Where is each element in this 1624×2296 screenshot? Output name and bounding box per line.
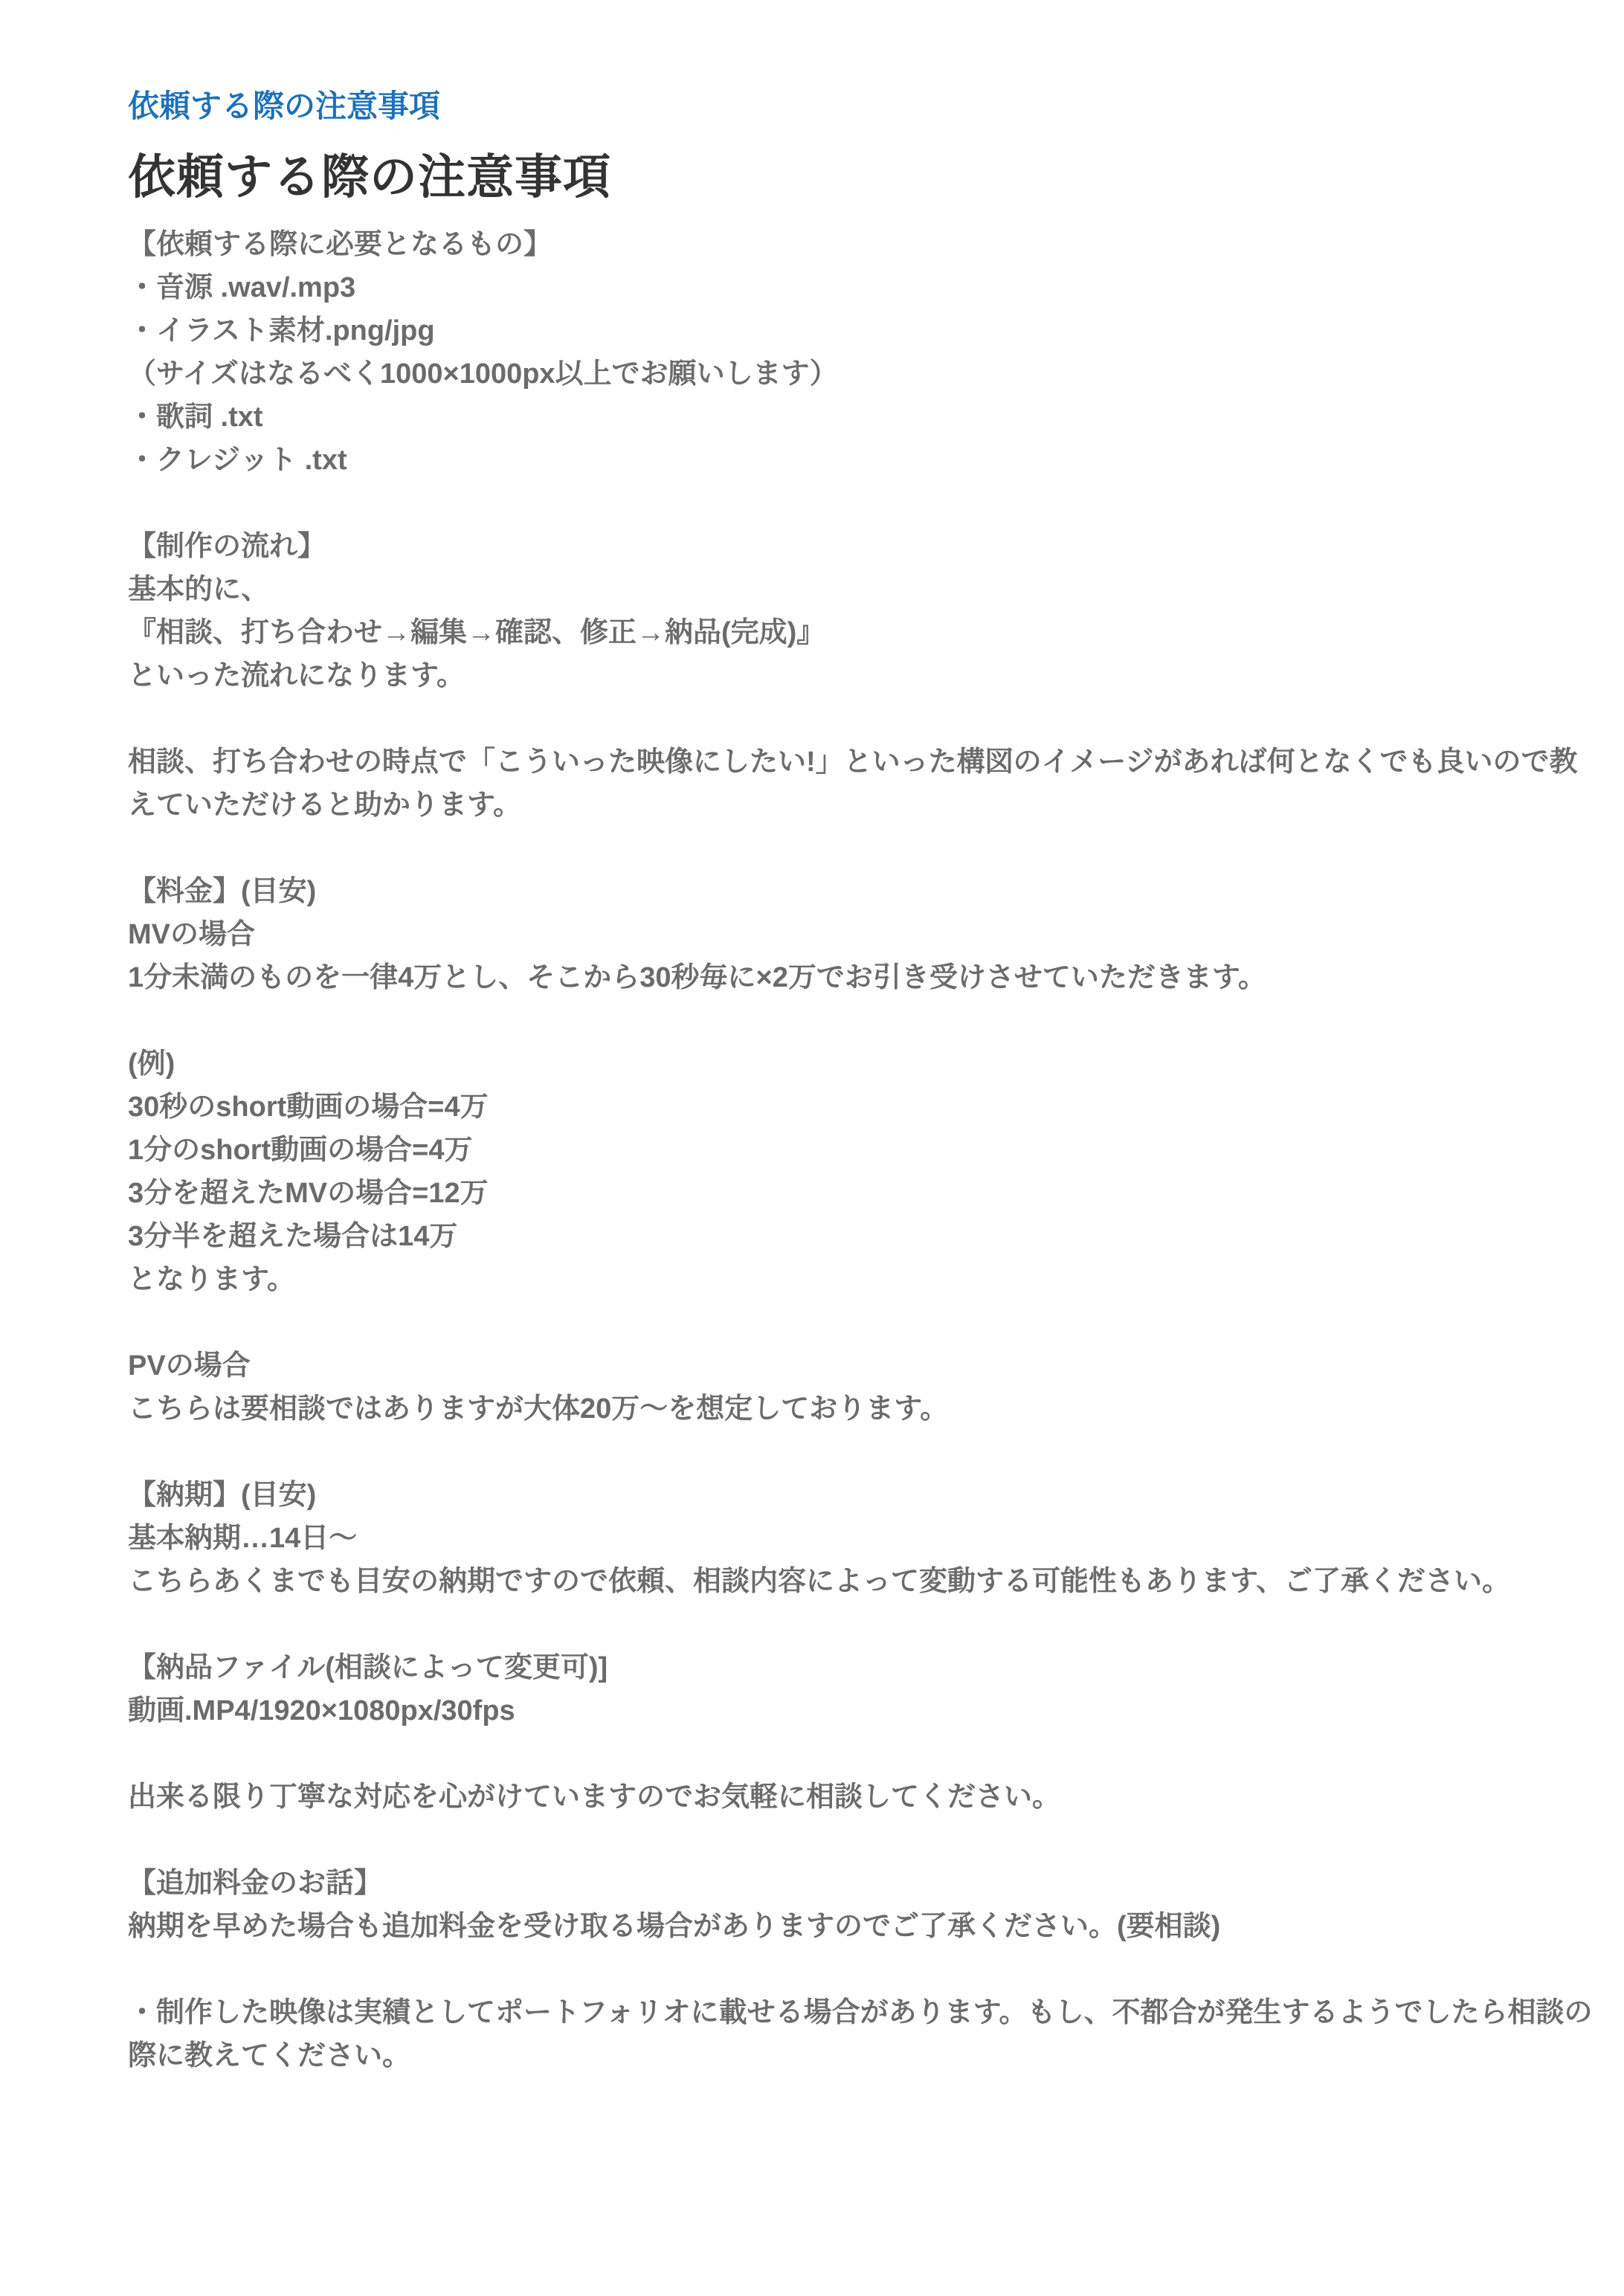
section-delivery-file	[128, 1646, 1602, 1732]
page-title-link[interactable]: 依頼する際の注意事項	[128, 88, 441, 123]
body-line: 出来る限り丁寧な対応を心がけていますのでお気軽に相談してください。	[128, 1781, 1061, 1813]
body-line: 30秒のshort動画の場合=4万	[128, 1091, 489, 1123]
body-line: 基本的に、	[128, 574, 270, 605]
body-line: 1分のshort動画の場合=4万	[128, 1135, 473, 1166]
body-line: 『相談、打ち合わせ→編集→確認、修正→納品(完成)』	[128, 617, 825, 648]
list-item: ・イラスト素材.png/jpg	[128, 315, 435, 346]
body-line: こちらは要相談ではありますが大体20万～を想定しております。	[128, 1393, 949, 1425]
body-line: 基本納期…14日～	[128, 1523, 358, 1554]
paragraph-consult-note	[128, 741, 1602, 827]
section-heading-deadline: 【納期】(目安)	[128, 1480, 317, 1511]
paragraph-support-note	[128, 1776, 1602, 1819]
section-deadline	[128, 1474, 1602, 1603]
section-heading-delivery: 【納品ファイル(相談によって変更可)]	[128, 1652, 608, 1683]
section-heading-extra-fee: 【追加料金のお話】	[128, 1868, 383, 1899]
body-line: 3分を超えたMVの場合=12万	[128, 1178, 489, 1209]
section-heading-price: 【料金】(目安)	[128, 876, 317, 907]
paragraph-portfolio-note	[128, 1991, 1602, 2077]
body-line: 納期を早めた場合も追加料金を受け取る場合がありますのでご了承ください。(要相談)	[128, 1911, 1221, 1942]
body-line: 動画.MP4/1920×1080px/30fps	[128, 1695, 515, 1726]
section-extra-fee	[128, 1862, 1602, 1948]
section-price-examples	[128, 1042, 1602, 1301]
section-heading-pv: PVの場合	[128, 1350, 251, 1381]
section-production-flow	[128, 525, 1602, 697]
body-line: ・制作した映像は実績としてポートフォリオに載せる場合があります。もし、不都合が発生するようでしたら相談の際に教えてください。	[128, 1997, 1593, 2071]
section-heading-flow: 【制作の流れ】	[128, 531, 326, 562]
body-line: MVの場合	[128, 919, 256, 950]
section-heading-examples: (例)	[128, 1048, 175, 1080]
section-required-items	[128, 223, 1602, 482]
body-line: こちらあくまでも目安の納期ですので依頼、相談内容によって変動する可能性もあります、ご了承ください。	[128, 1566, 1510, 1597]
list-item: ・歌詞 .txt	[128, 402, 263, 433]
section-price	[128, 870, 1602, 999]
list-item: ・クレジット .txt	[128, 445, 347, 476]
body-line: となります。	[128, 1264, 295, 1295]
list-item: ・音源 .wav/.mp3	[128, 272, 356, 303]
body-line: といった流れになります。	[128, 660, 465, 691]
body-line: 相談、打ち合わせの時点で「こういった映像にしたい!」といった構図のイメージがあれば何となくでも良いので教えていただけると助かります。	[128, 746, 1578, 821]
body-line: 3分半を超えた場合は14万	[128, 1221, 458, 1252]
section-heading-required: 【依頼する際に必要となるもの】	[128, 229, 552, 260]
page-title: 依頼する際の注意事項	[128, 150, 611, 204]
list-item: （サイズはなるべく1000×1000px以上でお願いします）	[128, 358, 838, 390]
section-pv-price	[128, 1344, 1602, 1431]
body-line: 1分未満のものを一律4万とし、そこから30秒毎に×2万でお引き受けさせていただきます。	[128, 962, 1266, 993]
document-body	[128, 223, 1602, 2077]
